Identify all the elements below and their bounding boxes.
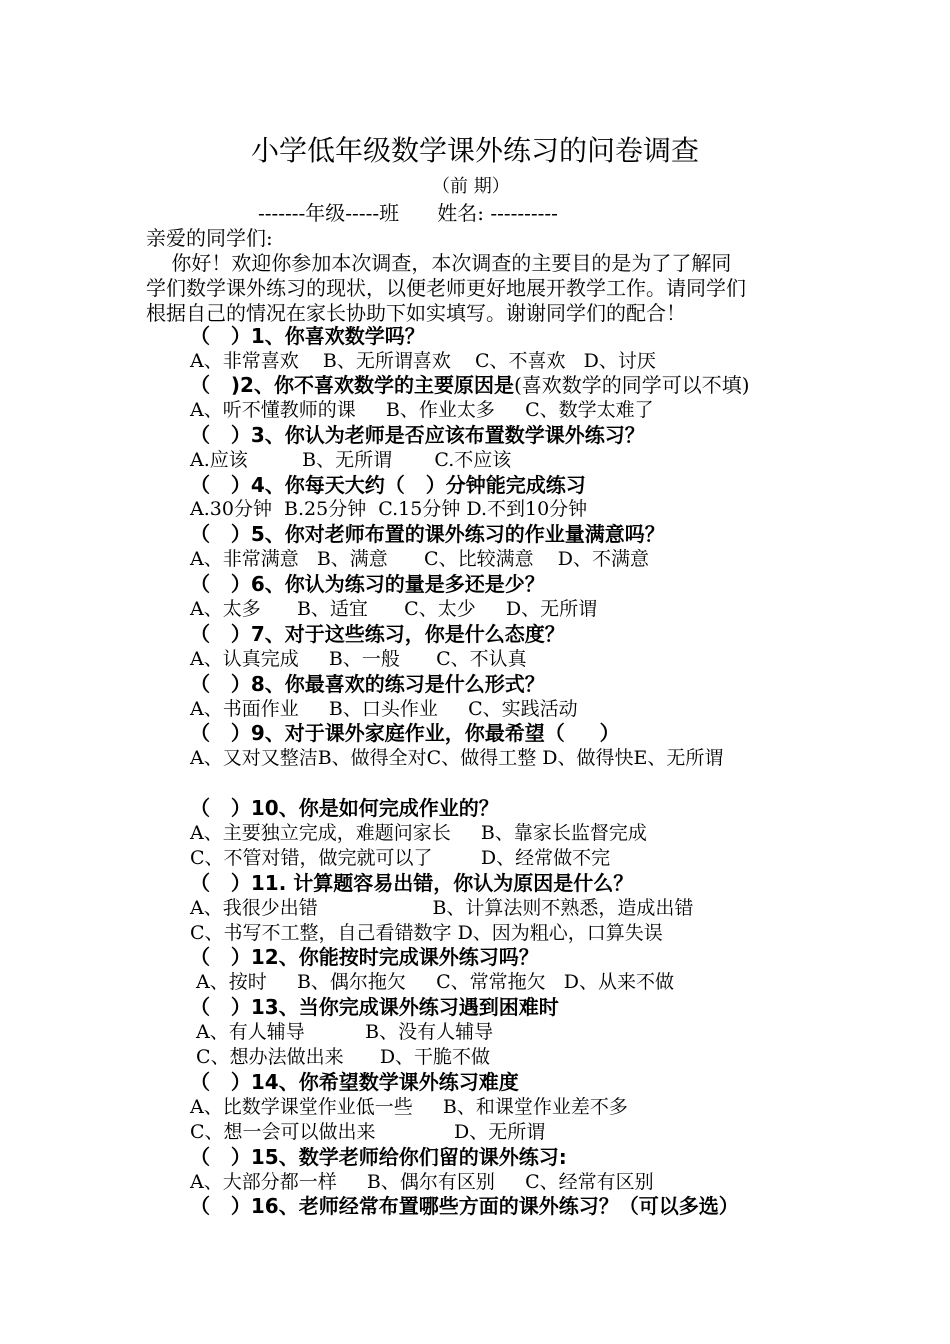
question-9-options: A、又对又整洁B、做得全对C、做得工整 D、做得快E、无所谓	[190, 747, 724, 769]
question-2-text: （ )2、你不喜欢数学的主要原因是	[190, 373, 514, 397]
question-15-options: A、大部分都一样 B、偶尔有区别 C、经常有区别	[190, 1171, 654, 1193]
question-12-options: A、按时 B、偶尔拖欠 C、常常拖欠 D、从来不做	[190, 971, 675, 993]
question-5: （ ）5、你对老师布置的课外练习的作业量满意吗？	[190, 522, 665, 546]
question-4: （ ）4、你每天大约（ ）分钟能完成练习	[190, 473, 586, 497]
intro-line: 学们数学课外练习的现状，以便老师更好地展开教学工作。请同学们	[146, 276, 746, 300]
grade-name-line: -------年级-----班 姓名: ----------	[258, 201, 558, 225]
greeting: 亲爱的同学们:	[146, 226, 273, 250]
question-10-options: C、不管对错，做完就可以了 D、经常做不完	[190, 847, 611, 869]
question-14-options: A、比数学课堂作业低一些 B、和课堂作业差不多	[190, 1096, 628, 1118]
question-13-options: C、想办法做出来 D、干脆不做	[190, 1046, 491, 1068]
question-2-options: A、听不懂教师的课 B、作业太多 C、数学太难了	[190, 399, 654, 421]
question-3-options: A.应该 B、无所谓 C.不应该	[190, 449, 512, 471]
question-8-options: A、书面作业 B、口头作业 C、实践活动	[190, 698, 578, 720]
question-6-options: A、太多 B、适宜 C、太少 D、无所谓	[190, 598, 598, 620]
question-14: （ ）14、你希望数学课外练习难度	[190, 1070, 519, 1094]
question-2-note: (喜欢数学的同学可以不填)	[513, 373, 750, 397]
question-1-options: A、非常喜欢 B、无所谓喜欢 C、不喜欢 D、讨厌	[190, 350, 656, 372]
question-11-options: A、我很少出错 B、计算法则不熟悉，造成出错	[190, 897, 694, 919]
question-5-options: A、非常满意 B、满意 C、比较满意 D、不满意	[190, 548, 649, 570]
question-13: （ ）13、当你完成课外练习遇到困难时	[190, 995, 559, 1019]
page-title: 小学低年级数学课外练习的问卷调查	[250, 134, 699, 167]
question-7: （ ）7、对于这些练习，你是什么态度？	[190, 622, 565, 646]
question-11-options: C、书写不工整，自己看错数字 D、因为粗心，口算失误	[190, 922, 663, 944]
subtitle: （前 期）	[432, 176, 510, 197]
question-3: （ ）3、你认为老师是否应该布置数学课外练习？	[190, 423, 645, 447]
question-16: （ ）16、老师经常布置哪些方面的课外练习？（可以多选）	[190, 1194, 739, 1218]
question-12: （ ）12、你能按时完成课外练习吗？	[190, 945, 539, 969]
question-6: （ ）6、你认为练习的量是多还是少？	[190, 572, 545, 596]
question-1: （ ）1、你喜欢数学吗？	[190, 324, 425, 348]
question-10: （ ）10、你是如何完成作业的？	[190, 796, 499, 820]
question-11: （ ）11. 计算题容易出错，你认为原因是什么？	[190, 871, 634, 895]
question-9: （ ）9、对于课外家庭作业，你最希望（ ）	[190, 721, 620, 745]
intro-line: 根据自己的情况在家长协助下如实填写。谢谢同学们的配合！	[146, 301, 686, 325]
question-14-options: C、想一会可以做出来 D、无所谓	[190, 1121, 546, 1143]
question-8: （ ）8、你最喜欢的练习是什么形式？	[190, 672, 545, 696]
question-15: （ ）15、数学老师给你们留的课外练习:	[190, 1145, 567, 1169]
question-4-options: A.30分钟 B.25分钟 C.15分钟 D.不到10分钟	[190, 498, 588, 520]
intro-line: 你好！欢迎你参加本次调查，本次调查的主要目的是为了了解同	[146, 251, 732, 275]
question-2	[190, 373, 750, 397]
question-13-options: A、有人辅导 B、没有人辅导	[190, 1021, 494, 1043]
question-10-options: A、主要独立完成，难题问家长 B、靠家长监督完成	[190, 822, 647, 844]
question-7-options: A、认真完成 B、一般 C、不认真	[190, 648, 527, 670]
